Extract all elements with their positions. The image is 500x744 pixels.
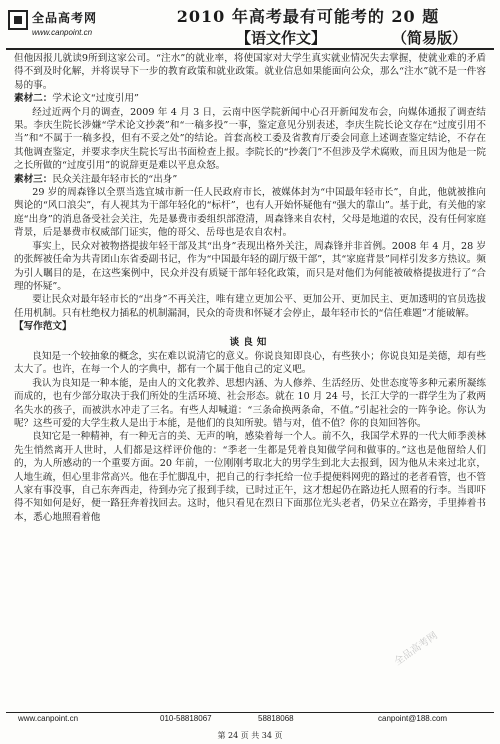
footer-phone: 010-58818067 [160,714,212,723]
document-body [14,52,486,524]
paragraph: 29 岁的周森锋以全票当选宜城市新一任人民政府市长，被媒体封为“中国最年轻市长”，自此，他就被推向舆论的“风口浪尖”，有人视其为干部年轻化的“标杆”，也有人开始怀疑他有“强大的靠山”。基于此，有关他的家庭“出身”的消息备受社会关注，先是暴费市委组织部澄清，周森锋来自农村，父母是地道的农民，没有任何家庭背景，后是暴费市权威部门证实，他的哥父、岳母也是农自农村。 [14,187,486,239]
footer-divider [6,712,494,713]
document-subtitle: 【语文作文】 [236,29,327,47]
paragraph: 事实上，民众对被物搭提拔年轻干部及其“出身”表现出格外关注，周森锋并非首例。2008 年 4 月，28 岁的张辉被任命为共青团山东省委副书记，作为“中国最年轻的副厅级干部”，其“家庭背景”同样引发多方热议。频为引人瞩目的是，在这些案例中，民众并没有质疑干部年轻化政策，而只是对他们为何能被破格提拔进行了“合理的怀疑”。 [14,240,486,292]
header-divider [6,48,494,50]
essay-title: 谈良知 [229,336,271,348]
logo-name: 全品高考网 [32,11,98,25]
material-heading [14,92,486,105]
paragraph: 经过近两个月的调查，2009 年 4 月 3 日，云南中医学院新闻中心召开新闻发布会，向媒体通报了调查结果。李庆生院长涉嫌“学术论文抄袭”和“一稿多投”一事，鉴定意见分别表述，李庆生院长论文存在“过度引用不当”和“不属于一稿多投，但有不妥之处”的结论。首套高校工委及省教育厅委会同意上述调查鉴定结论，不存在其他调查鉴定，并要求李庆生院长写出书面检查上报。李院长的“抄袭门”不但涉及学术腐败，而且因为他是一院之长所做的“过度引用”的说辞更是难以平息众怒。 [14,106,486,172]
document-edition: （简易版） [392,29,468,47]
material-label: 素材三： [14,173,53,185]
paragraph: 我认为良知是一种本能，是由人的文化教养、思想内涵、为人修养、生活经历、处世态度等多种元素所凝练而成的，也有少部分取决于我们所处的生活环境、社会形态。就在 10 月 24 号，长江大学的一群学生为了救两名失水的孩子，而被洪水冲走了三名。有些人却喊道：“三条命换两条命，不值。”引起社会的一阵争论。你认为呢？这些可爱的大学生救人是出于本能，是他们的良知所驶。错与对，值不值？你的良知回答你。 [14,377,486,429]
paragraph: 要让民众对最年轻市长的“出身”不再关注，唯有建立更加公平、更加公开、更加民主、更加透明的官员选拔任用机制。只有杜绝权力插私的机制漏洞，民众的奇贵和怀疑才会停止，最年轻市长的“信任难题”才能破解。 [14,294,486,319]
page-number: 第 24 页 共 34 页 [217,731,283,740]
material-label: 素材二： [14,93,53,105]
page-header [0,0,500,52]
document-title: 2010 年高考最有可能考的 20 题 [176,7,440,26]
site-logo[interactable] [8,8,108,44]
footer-phone-2: 58818068 [258,714,294,723]
paragraph: 良知它是一种精神，有一种无言的美、无声的响，感染着每一个人。前不久，我国学术界的一代大师季羡林先生悄然离开人世时，人们都是这样评价他的：“季老一生都是凭着良知做学问和做事的。”这也是他留给人们的，为人所感动的一个重要方面。20 年前，一位刚刚考取北大的男学生到北大去报到，因为他从未来过北京，人地生疏，但心里非常高兴。他在手忙脚乱中，把自己的行李托给一位手提便料网兜的路过的老者看管，也不管人家有事没事，自己东奔西走，待到办完了报到手续，已时过正午，这才想起仍在路边托人照看的行李。当即吓得不知如何是好，便一路狂奔着找回去。这时，他只看见在烈日下面那位光头老者，仍呆立在路旁，手里捧着书本，悉心地照看着他 [14,431,486,523]
material-heading [14,173,486,186]
logo-icon [8,10,28,30]
paragraph: 良知是一个较抽象的概念，实在难以说清它的意义。你说良知即良心，有些狭小；你说良知是美德，却有些太大了。也许，在每一个人的字典中，都有一个属于他自己的定义吧。 [14,350,486,376]
footer-website[interactable]: www.canpoint.cn [18,714,79,723]
material-title: 民众关注最年轻市长的“出身” [52,173,178,185]
material-title: 学术论文“过度引用” [52,93,139,105]
logo-url: www.canpoint.cn [32,28,93,37]
sample-essay-label: 【写作范文】 [14,321,72,333]
paragraph: 但他因报儿就读9所到这家公司。“注水”的就业率，将使国家对大学生真实就业情况失去掌握，使就业难的矛盾得不到及时化解，并将误导下一步的教育政策和就业政策。就业信息如果能面向公众，那么“注水”就不是一件容易的事。 [14,53,486,91]
watermark: 全品高考网 [392,630,440,668]
footer-email[interactable]: canpoint@188.com [378,714,448,723]
